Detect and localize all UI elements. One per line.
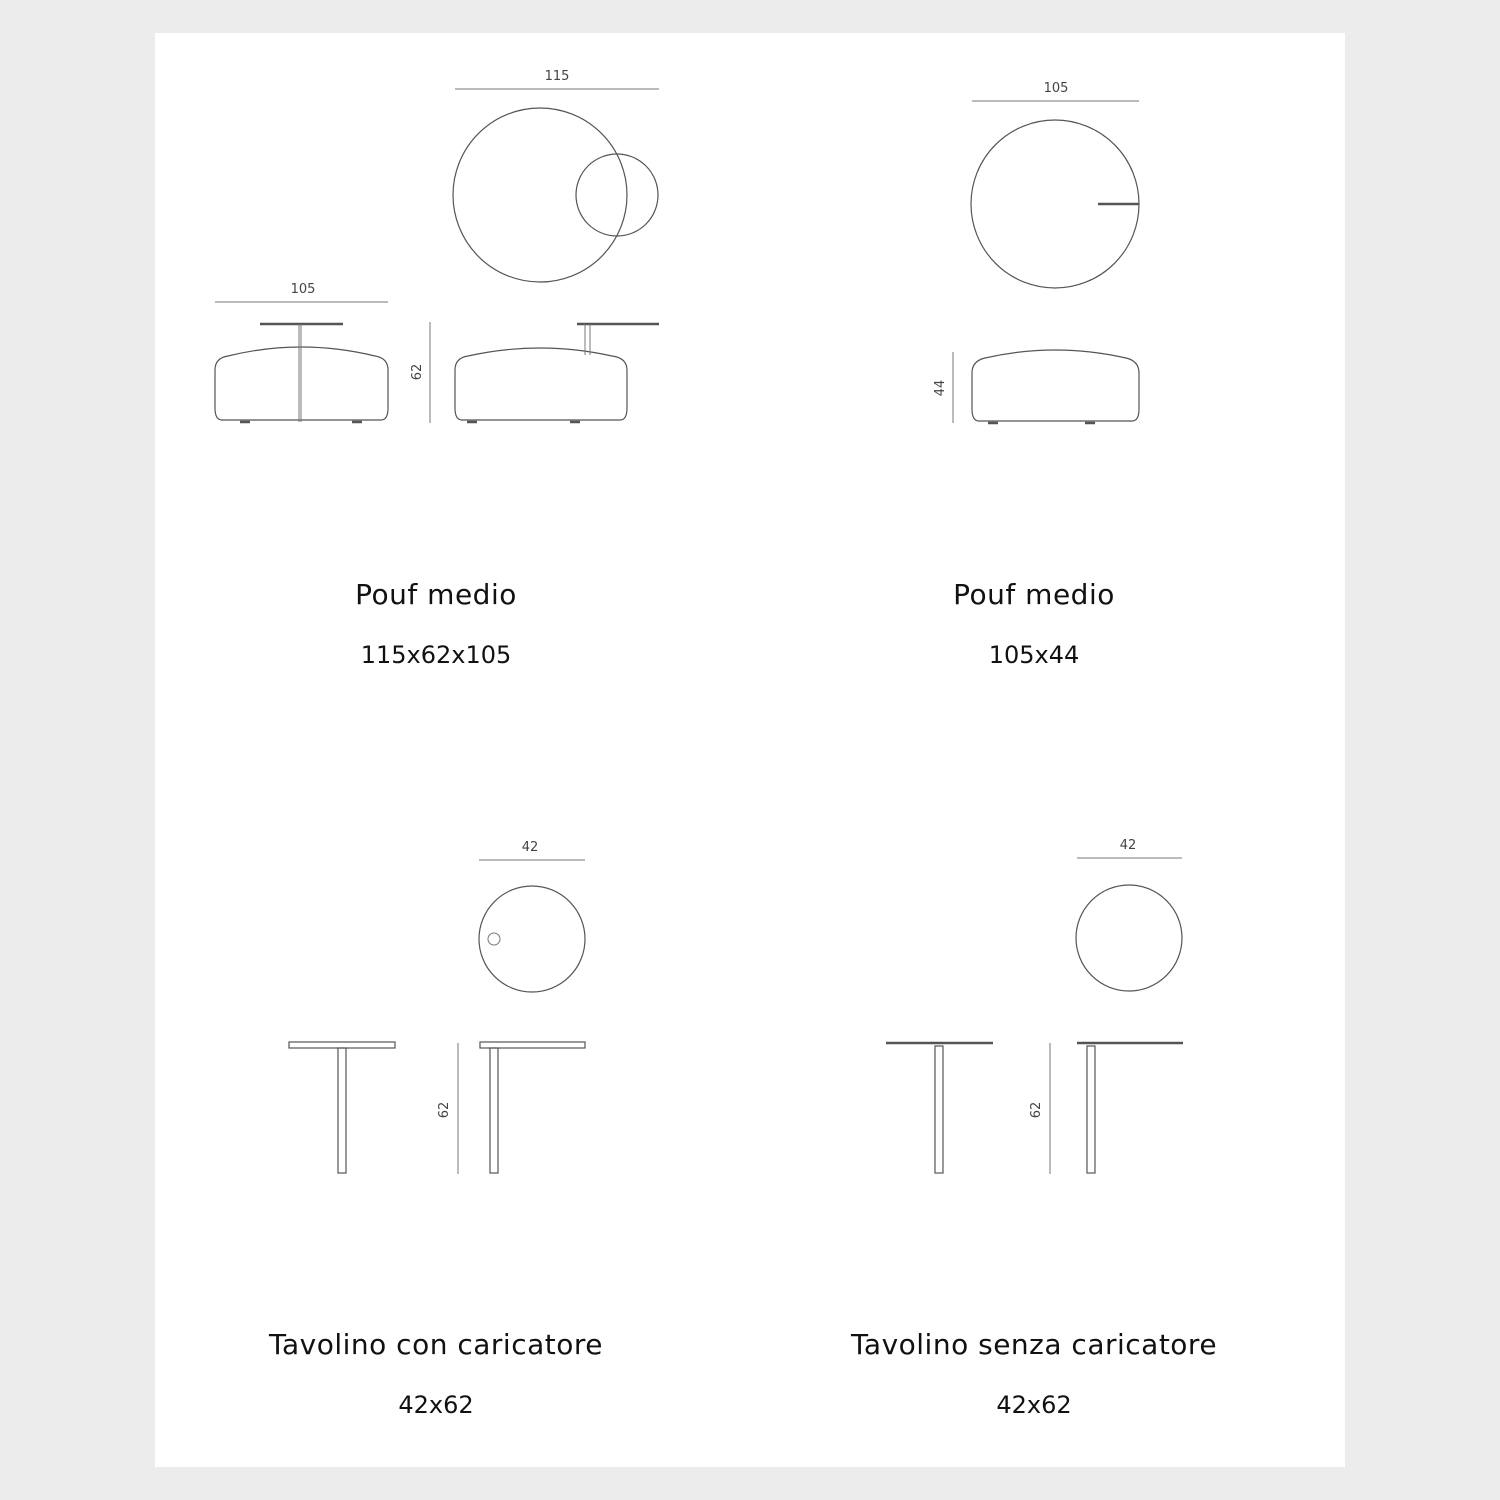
table-leg-front xyxy=(490,1048,498,1173)
dimension-label-top-width: 115 xyxy=(544,69,570,84)
dimension-label-height: 62 xyxy=(1029,1101,1044,1119)
pouf-side-view xyxy=(972,350,1139,421)
table-top-side xyxy=(289,1042,395,1048)
product-size: 105x44 xyxy=(988,641,1080,669)
tavolino-senza-caricatore-drawing xyxy=(886,838,1183,1174)
dimension-label-top-width: 42 xyxy=(1119,838,1137,853)
product-name: Pouf medio xyxy=(355,578,517,611)
product-caption-pouf-medio xyxy=(734,578,1334,669)
product-name: Tavolino senza caricatore xyxy=(850,1328,1218,1361)
dimension-label-height: 62 xyxy=(437,1101,452,1119)
table-top-view xyxy=(479,886,585,992)
dimension-label-height: 44 xyxy=(933,379,948,397)
table-leg-side xyxy=(935,1046,943,1173)
tavolino-con-caricatore-drawing xyxy=(289,840,585,1174)
pouf-medio-drawing xyxy=(933,81,1139,423)
dimension-label-top-width: 42 xyxy=(521,840,539,855)
dimension-label-height: 62 xyxy=(410,363,425,381)
table-top-front xyxy=(480,1042,585,1048)
product-size: 42x62 xyxy=(996,1391,1072,1419)
charger-icon xyxy=(488,933,500,945)
dimension-label-top-width: 105 xyxy=(1043,81,1069,96)
product-size: 115x62x105 xyxy=(360,641,512,669)
product-size: 42x62 xyxy=(398,1391,474,1419)
pouf-front-view xyxy=(455,348,627,420)
table-top-view xyxy=(1076,885,1182,991)
pouf-medio-table-drawing xyxy=(215,69,659,423)
product-caption-tavolino-con-caricatore xyxy=(136,1328,736,1419)
table-leg-front xyxy=(1087,1046,1095,1173)
product-caption-pouf-medio-table xyxy=(136,578,736,669)
table-top-view xyxy=(576,154,658,236)
product-caption-tavolino-senza-caricatore xyxy=(734,1328,1334,1419)
table-leg-side xyxy=(338,1048,346,1173)
product-name: Pouf medio xyxy=(953,578,1115,611)
product-name: Tavolino con caricatore xyxy=(269,1328,603,1361)
dimension-label-side-width: 105 xyxy=(290,282,316,297)
pouf-top-view xyxy=(453,108,627,282)
